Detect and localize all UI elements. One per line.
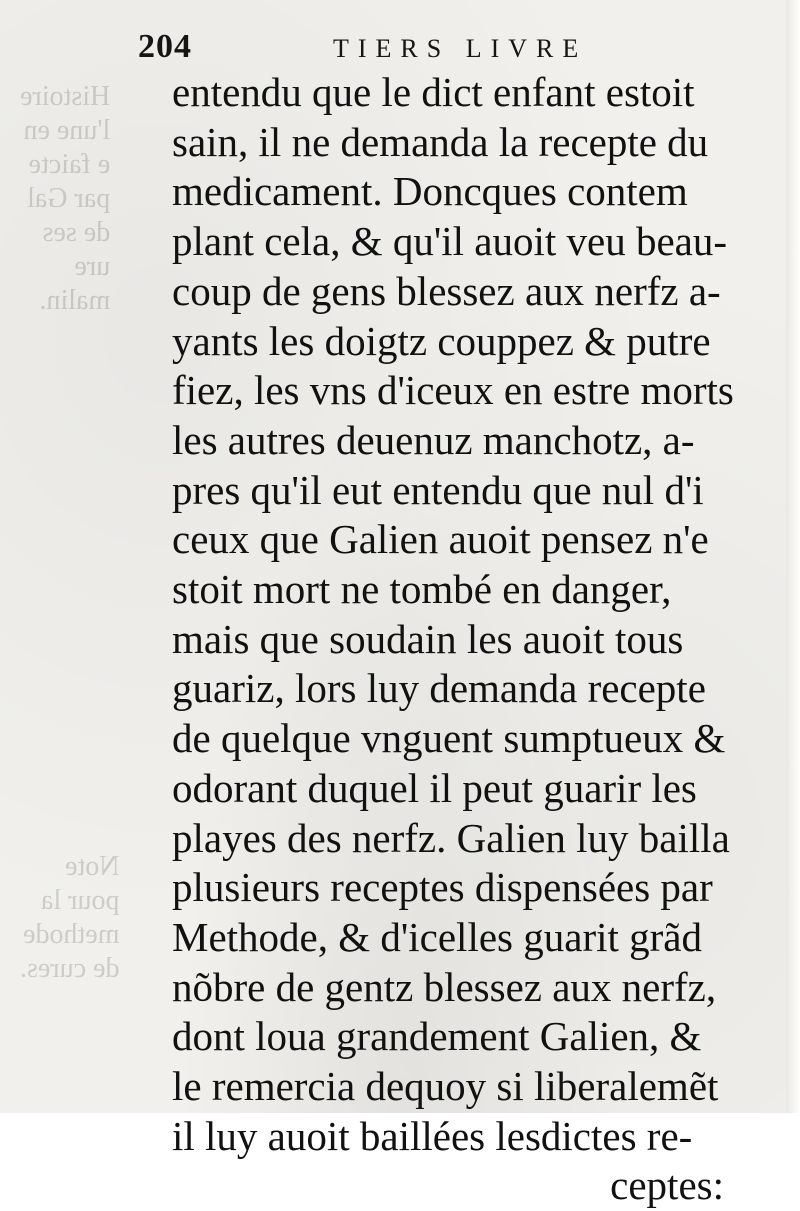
text-line: stoit mort ne tombé en danger, [172,566,672,613]
body-text [172,68,750,1211]
text-line: playes des nerfz. Galien luy bailla [172,814,730,861]
text-line: guariz, lors luy demanda recepte [172,665,706,712]
text-line: coup de gens blessez aux nerfz a- [172,267,721,314]
bleed-through-text: Histoire l'une en e faicte par Gal de ses ure malin. [20,81,111,316]
text-line: de quelque vnguent sumptueux & [172,715,726,762]
catchword-line: ceptes: [610,1162,724,1209]
page-edge [786,0,800,1113]
text-line: dont loua grandement Galien, & [172,1013,702,1060]
text-line: medicament. Doncques contem [172,168,688,215]
text-line: plant cela, & qu'il auoit veu beau- [172,218,728,265]
text-line: mais que soudain les auoit tous [172,615,684,662]
text-line: les autres deuenuz manchotz, a- [172,416,695,463]
page-header [138,18,738,74]
text-line: le remercia dequoy si liberalemẽt [172,1063,719,1110]
page-number: 204 [138,28,192,65]
text-line: sain, il ne demanda la recepte du [172,118,709,165]
text-line: pres qu'il eut entendu que nul d'i [172,466,704,513]
text-line: yants les doigtz couppez & putre [172,317,711,364]
running-head: TIERS LIVRE [333,34,588,63]
text-line: nõbre de gentz blessez aux nerfz, [172,963,717,1010]
text-line: entendu que le dict enfant estoit [172,69,695,115]
bleed-through-margin-note: Note pour la methode de cures. [20,851,120,984]
text-line: odorant duquel il peut guarir les [172,764,697,811]
text-line: il luy auoit baillées lesdictes re- [172,1112,693,1159]
text-line: plusieurs receptes dispensées par [172,864,713,911]
text-line: ceux que Galien auoit pensez n'e [172,516,709,563]
text-line: Methode, & d'icelles guarit grãd [172,913,702,960]
text-line: fiez, les vns d'iceux en estre morts [172,367,734,414]
